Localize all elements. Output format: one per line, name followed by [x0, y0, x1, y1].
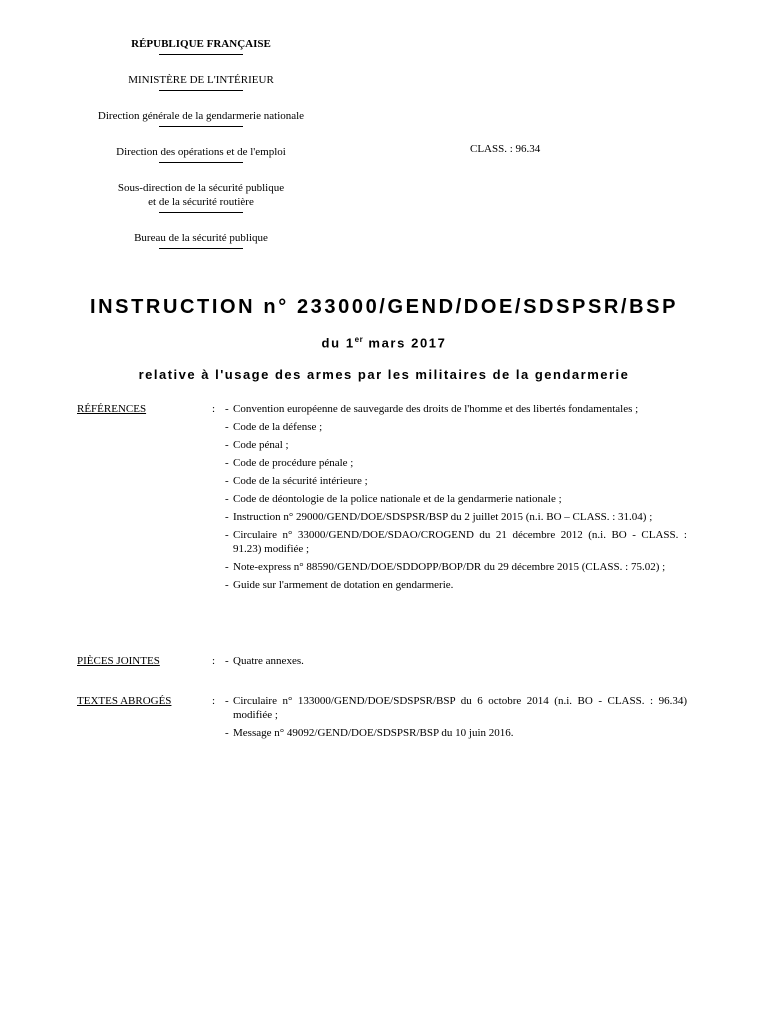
list-item: - Code de procédure pénale ; [225, 457, 354, 469]
header-rule [159, 126, 243, 127]
references-section [77, 402, 689, 642]
list-item: - Message n° 49092/GEND/DOE/SDSPSR/BSP du 10 juin 2016. [225, 727, 514, 739]
ministere-text: MINISTÈRE DE L'INTÉRIEUR [128, 74, 274, 86]
references-list [225, 402, 687, 596]
header-rule [159, 54, 243, 55]
repealed-section [77, 694, 689, 744]
attachments-section [77, 654, 689, 674]
date-suffix: mars 2017 [363, 335, 447, 351]
list-item: - Code de la défense ; [225, 421, 323, 433]
repealed-list [225, 694, 687, 744]
document-date [0, 335, 768, 350]
bureau-text: Bureau de la sécurité publique [134, 232, 268, 244]
header-direction-operations [60, 145, 342, 163]
direction-operations-text: Direction des opérations et de l'emploi [116, 146, 286, 158]
repealed-colon: : [212, 695, 216, 707]
list-item: - Convention européenne de sauvegarde des droits de l'homme et des libertés fondamentales ; [225, 403, 639, 415]
list-item: - Guide sur l'armement de dotation en gendarmerie. [225, 579, 454, 591]
sous-direction-line1: Sous-direction de la sécurité publique [117, 182, 285, 194]
list-item: - Instruction n° 29000/GEND/DOE/SDSPSR/BSP du 2 juillet 2015 (n.i. BO – CLASS. : 31.04) ; [225, 511, 653, 523]
document-subject: relative à l'usage des armes par les militaires de la gendarmerie [138, 367, 630, 382]
list-item: - Circulaire n° 133000/GEND/DOE/SDSPSR/BSP du 6 octobre 2014 (n.i. BO - CLASS. : 96.34) modifiée ; [225, 695, 687, 721]
list-item: - Note-express n° 88590/GEND/DOE/SDDOPP/BOP/DR du 29 décembre 2015 (CLASS. : 75.02) ; [225, 561, 666, 573]
repealed-label: TEXTES ABROGÉS [77, 695, 172, 707]
header-rule [159, 248, 243, 249]
list-item: - Code de la sécurité intérieure ; [225, 475, 368, 487]
republique-text: RÉPUBLIQUE FRANÇAISE [131, 38, 271, 50]
direction-generale-text: Direction générale de la gendarmerie nationale [97, 110, 305, 122]
list-item: - Circulaire n° 33000/GEND/DOE/SDAO/CROGEND du 21 décembre 2012 (n.i. BO - CLASS. : 91.23) modifiée ; [225, 529, 687, 555]
header-direction-generale [60, 109, 342, 127]
attachments-label: PIÈCES JOINTES [77, 655, 160, 667]
header-rule [159, 162, 243, 163]
class-reference: CLASS. : 96.34 [470, 143, 541, 155]
list-item: - Code de déontologie de la police nationale et de la gendarmerie nationale ; [225, 493, 562, 505]
references-label: RÉFÉRENCES [77, 403, 147, 415]
header-bureau [60, 231, 342, 249]
list-item: - Quatre annexes. [225, 655, 304, 667]
document-title: INSTRUCTION n° 233000/GEND/DOE/SDSPSR/BSP [89, 296, 679, 318]
header-sous-direction [60, 181, 342, 213]
header-republique [60, 37, 342, 55]
attachments-colon: : [212, 655, 216, 667]
references-colon: : [212, 403, 216, 415]
date-sup: er [354, 335, 364, 344]
header-rule [159, 90, 243, 91]
list-item: - Code pénal ; [225, 439, 289, 451]
date-prefix: du 1 [321, 335, 355, 351]
attachments-list [225, 654, 687, 672]
header-ministere [60, 73, 342, 91]
header-rule [159, 212, 243, 213]
sous-direction-line2: et de la sécurité routière [148, 196, 254, 208]
